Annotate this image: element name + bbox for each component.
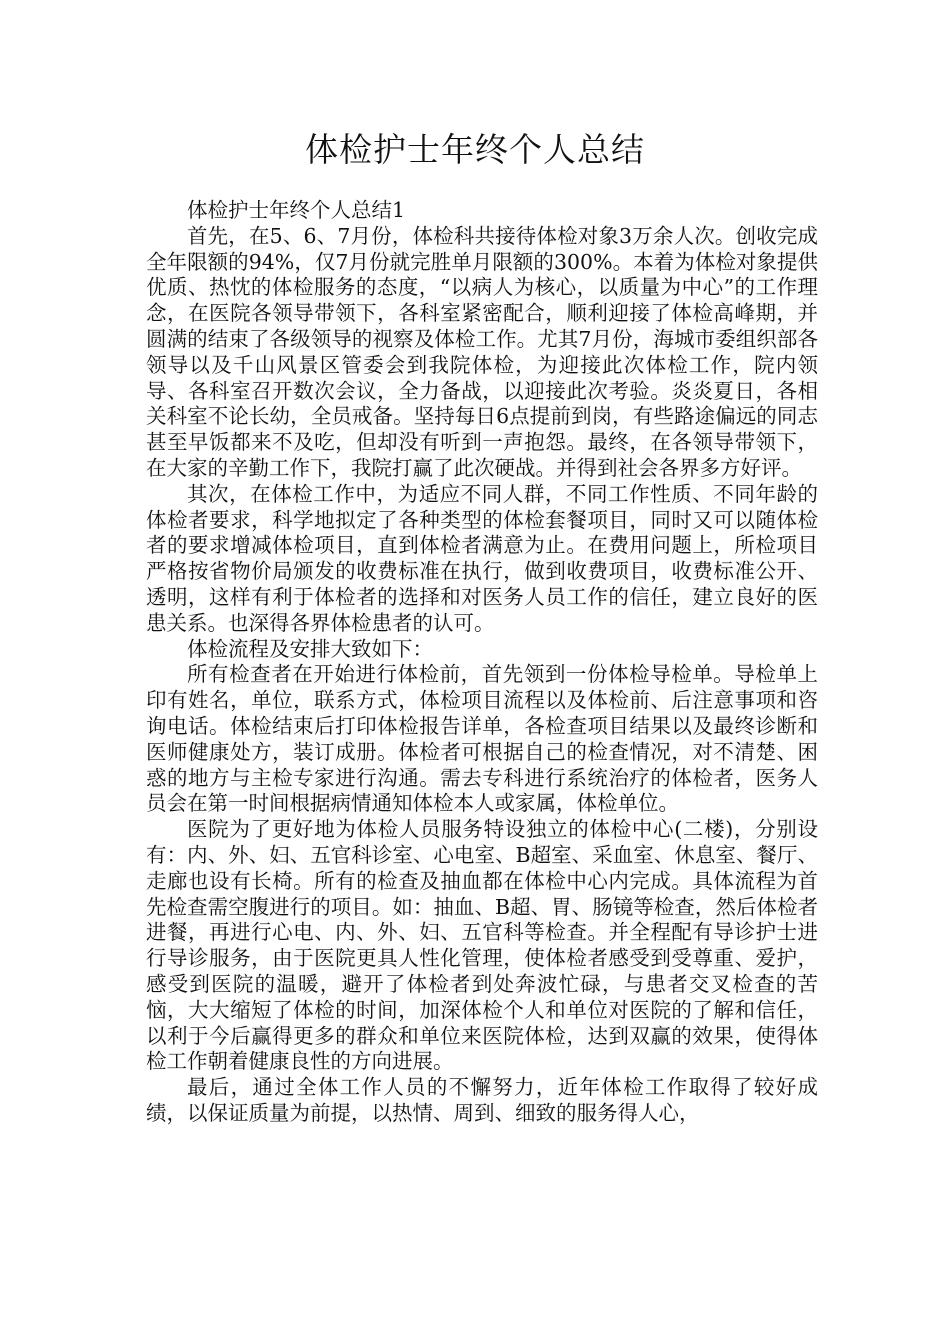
body-paragraph: 首先，在5、6、7月份，体检科共接待体检对象3万余人次。创收完成全年限额的94%，仅7月份就完胜单月限额的300%。本着为体检对象提供优质、热忱的体检服务的态度，“以病人为核心，以质量为中心”的工作理念，在医院各领导带领下，各科室紧密配合，顺利迎接了体检高峰期，并圆满的结束了各级领导的视察及体检工作。尤其7月份，海城市委组织部各领导以及千山风景区管委会到我院体检，为迎接此次体检工作，院内领导、各科室召开数次会议，全力备战，以迎接此次考验。炎炎夏日，各相关科室不论长幼，全员戒备。坚持每日6点提前到岗，有些路途偏远的同志甚至早饭都来不及吃，但却没有听到一声抱怨。最终，在各领导带领下，在大家的辛勤工作下，我院打赢了此次硬战。并得到社会各界多方好评。 — [146, 223, 818, 480]
body-paragraph: 体检流程及安排大致如下： — [187, 636, 433, 661]
body-paragraph: 其次，在体检工作中，为适应不同人群，不同工作性质、不同年龄的体检者要求，科学地拟定了各种类型的体检套餐项目，同时又可以随体检者的要求增减体检项目，直到体检者满意为止。在费用问题上，所检项目严格按省物价局颁发的收费标准在执行，做到收费项目，收费标准公开、透明，这样有利于体检者的选择和对医务人员工作的信任，建立良好的医患关系。也深得各界体检患者的认可。 — [146, 481, 818, 635]
body-paragraph: 最后，通过全体工作人员的不懈努力，近年体检工作取得了较好成绩，以保证质量为前提，以热情、周到、细致的服务得人心， — [146, 1075, 818, 1125]
subtitle-paragraph: 体检护士年终个人总结1 — [187, 198, 406, 222]
document-title: 体检护士年终个人总结 — [305, 130, 645, 169]
document-body — [146, 198, 818, 1127]
body-paragraph: 所有检查者在开始进行体检前，首先领到一份体检导检单。导检单上印有姓名，单位，联系方式，体检项目流程以及体检前、后注意事项和咨询电话。体检结束后打印体检报告详单，各检查项目结果以及最终诊断和医师健康处方，装订成册。体检者可根据自己的检查情况，对不清楚、困惑的地方与主检专家进行沟通。需去专科进行系统治疗的体检者，医务人员会在第一时间根据病情通知体检本人或家属，体检单位。 — [146, 662, 818, 816]
body-paragraph: 医院为了更好地为体检人员服务特设独立的体检中心(二楼)，分别设有：内、外、妇、五官科诊室、心电室、B超室、采血室、休息室、餐厅、走廊也设有长椅。所有的检查及抽血都在体检中心内完成。具体流程为首先检查需空腹进行的项目。如：抽血、B超、胃、肠镜等检查，然后体检者进餐，再进行心电、内、外、妇、五官科等检查。并全程配有导诊护士进行导诊服务，由于医院更具人性化管理，使体检者感受到受尊重、爱护，感受到医院的温暖，避开了体检者到处奔波忙碌，与患者交叉检查的苦恼，大大缩短了体检的时间，加深体检个人和单位对医院的了解和信任，以利于今后赢得更多的群众和单位来医院体检，达到双赢的效果，使得体检工作朝着健康良性的方向进展。 — [146, 817, 818, 1074]
